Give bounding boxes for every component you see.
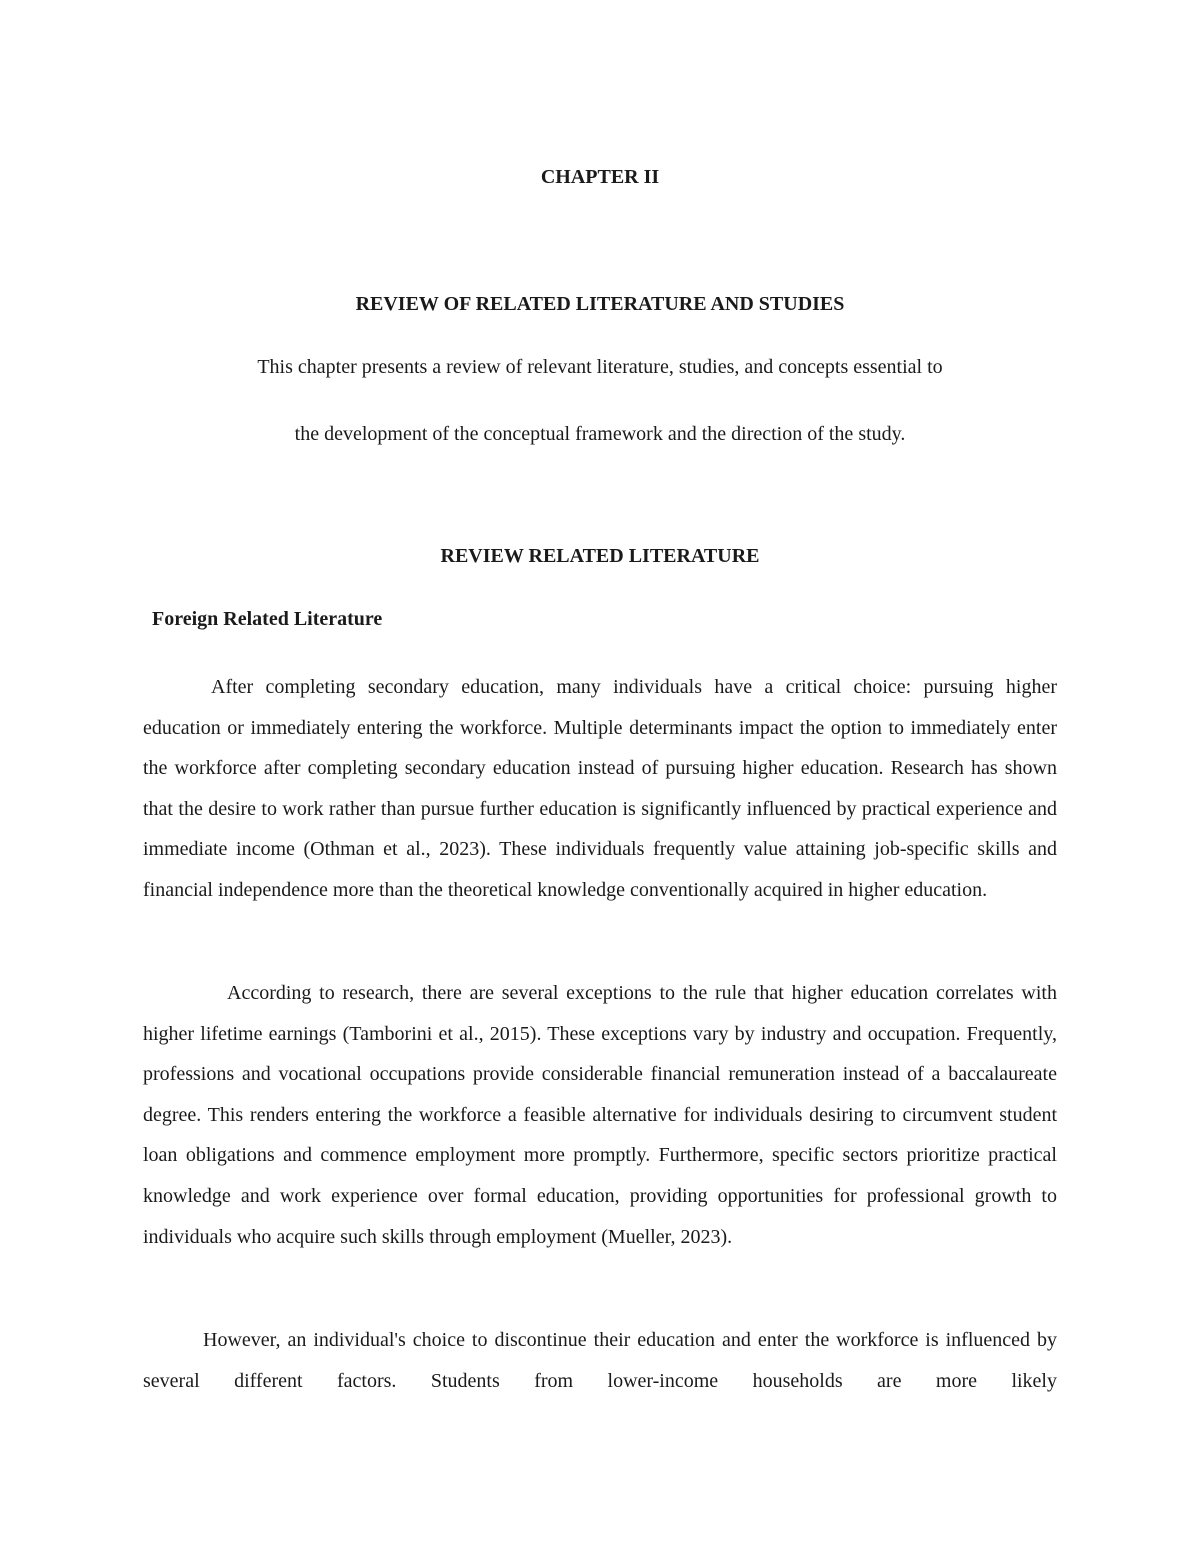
intro-line-1: This chapter presents a review of relevant literature, studies, and concepts essential to [257,356,943,378]
body-paragraph-1: After completing secondary education, many individuals have a critical choice: pursuing higher education or immediately entering the workforce. Multiple determinants impact the option to immediately enter the workforce after completing secondary education instead of pursuing higher education. Research has shown that the desire to work rather than pursue further education is significantly influenced by practical experience and immediate income (Othman et al., 2023). These individuals frequently value attaining job-specific skills and financial independence more than the theoretical knowledge conventionally acquired in higher education. [143,676,1057,901]
body-paragraph-3: However, an individual's choice to discontinue their education and enter the workforce is influenced by several different factors. Students from lower-income households are more likely [143,1329,1057,1392]
section-title: REVIEW OF RELATED LITERATURE AND STUDIES [355,293,845,315]
intro-line-2: the development of the conceptual framework and the direction of the study. [294,423,906,445]
subsection-title: REVIEW RELATED LITERATURE [440,545,760,567]
body-paragraph-2: According to research, there are several exceptions to the rule that higher education correlates with higher lifetime earnings (Tamborini et al., 2015). These exceptions vary by industry and occupation. Frequently, professions and vocational occupations provide considerable financial remuneration instead of a baccalaureate degree. This renders entering the workforce a feasible alternative for individuals desiring to circumvent student loan obligations and commence employment more promptly. Furthermore, specific sectors prioritize practical knowledge and work experience over formal education, providing opportunities for professional growth to individuals who acquire such skills through employment (Mueller, 2023). [143,982,1057,1248]
subheading: Foreign Related Literature [152,608,383,630]
chapter-label: CHAPTER II [540,166,660,188]
